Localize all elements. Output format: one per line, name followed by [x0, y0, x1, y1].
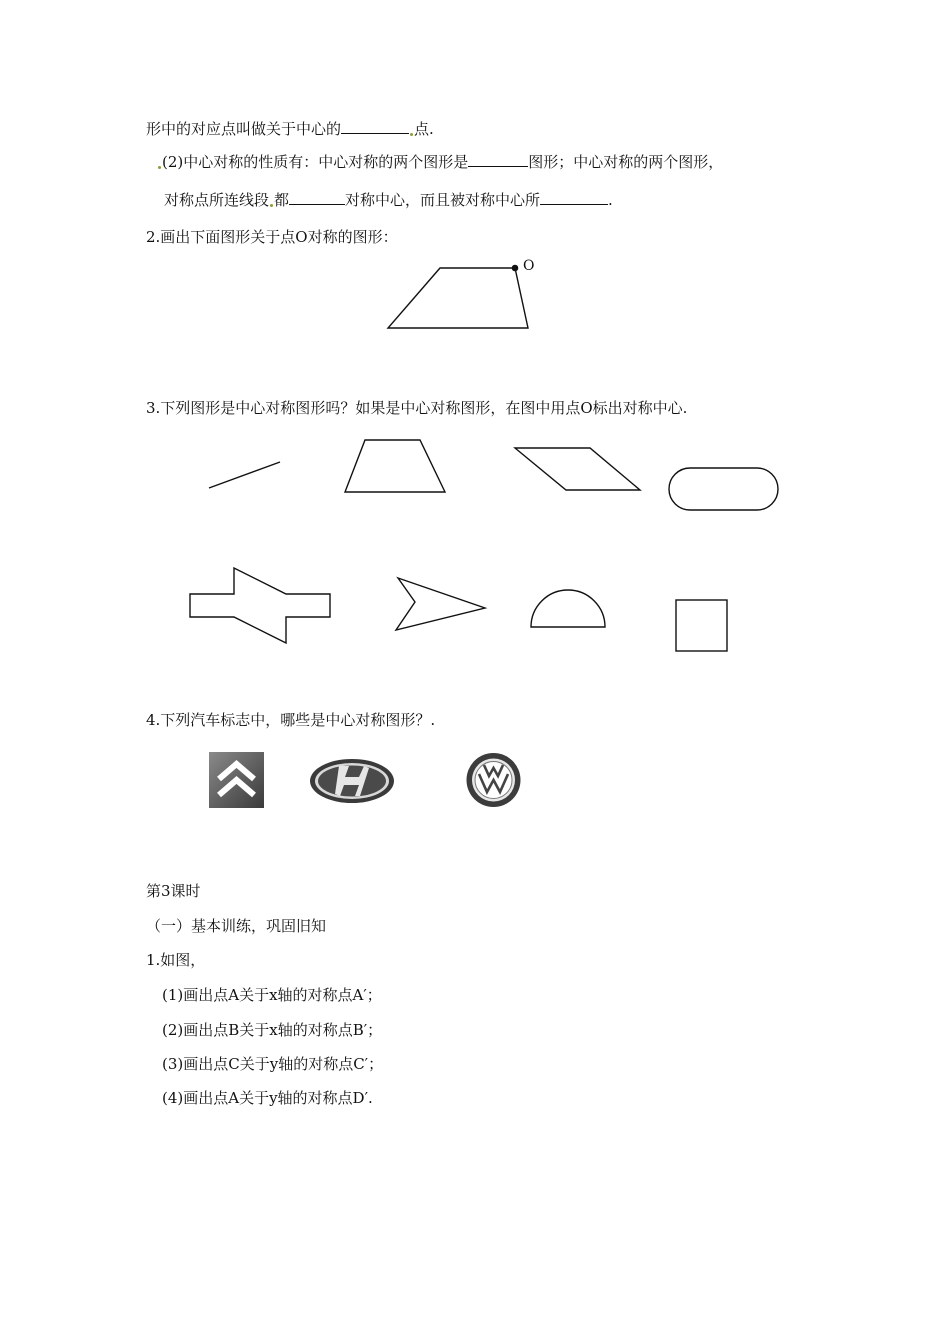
square-figure	[676, 600, 727, 651]
line-3-text-d: .	[608, 191, 613, 209]
step-3: (3)画出点C关于y轴的对称点C′；	[162, 1055, 384, 1073]
question-3: 3.下列图形是中心对称图形吗？如果是中心对称图形，在图中用点O标出对称中心.	[146, 399, 688, 417]
parallelogram-figure	[515, 448, 640, 490]
step-2: (2)画出点B关于x轴的对称点B′；	[162, 1021, 383, 1039]
line-3-text-b: 都	[274, 191, 290, 209]
line-2-text-a: (2)中心对称的性质有：中心对称的两个图形是	[162, 153, 469, 171]
semicircle-figure	[531, 590, 605, 627]
volkswagen-logo-icon	[465, 752, 522, 808]
section-title: （一）基本训练，巩固旧知	[146, 917, 327, 935]
question-4: 4.下列汽车标志中，哪些是中心对称图形？.	[146, 711, 436, 729]
line-1-text-b: 点.	[414, 120, 434, 138]
point-o-label: O	[523, 258, 535, 274]
question-2: 2.画出下面图形关于点O对称的图形：	[146, 228, 398, 246]
line-3-text-a: 对称点所连线段	[164, 191, 270, 209]
dart-figure	[396, 578, 485, 630]
citroen-logo-icon	[209, 752, 264, 808]
line-2-text-b: 图形；中心对称的两个图形，	[528, 153, 724, 171]
point-o-marker	[512, 265, 517, 270]
stadium-figure	[669, 468, 778, 510]
lesson-title: 第3课时	[146, 882, 201, 900]
arrow-cross-figure	[190, 568, 330, 643]
line-segment-figure	[209, 462, 280, 488]
hyundai-logo-icon	[309, 758, 395, 804]
problem-1: 1.如图，	[146, 951, 206, 969]
line-3-text-c: 对称中心，而且被对称中心所	[345, 191, 541, 209]
line-1-text-a: 形中的对应点叫做关于中心的	[146, 120, 342, 138]
trapezoid-figure-q2	[388, 268, 528, 328]
trapezoid-figure	[345, 440, 445, 492]
step-1: (1)画出点A关于x轴的对称点A′；	[162, 986, 382, 1004]
step-4: (4)画出点A关于y轴的对称点D′.	[162, 1089, 373, 1107]
